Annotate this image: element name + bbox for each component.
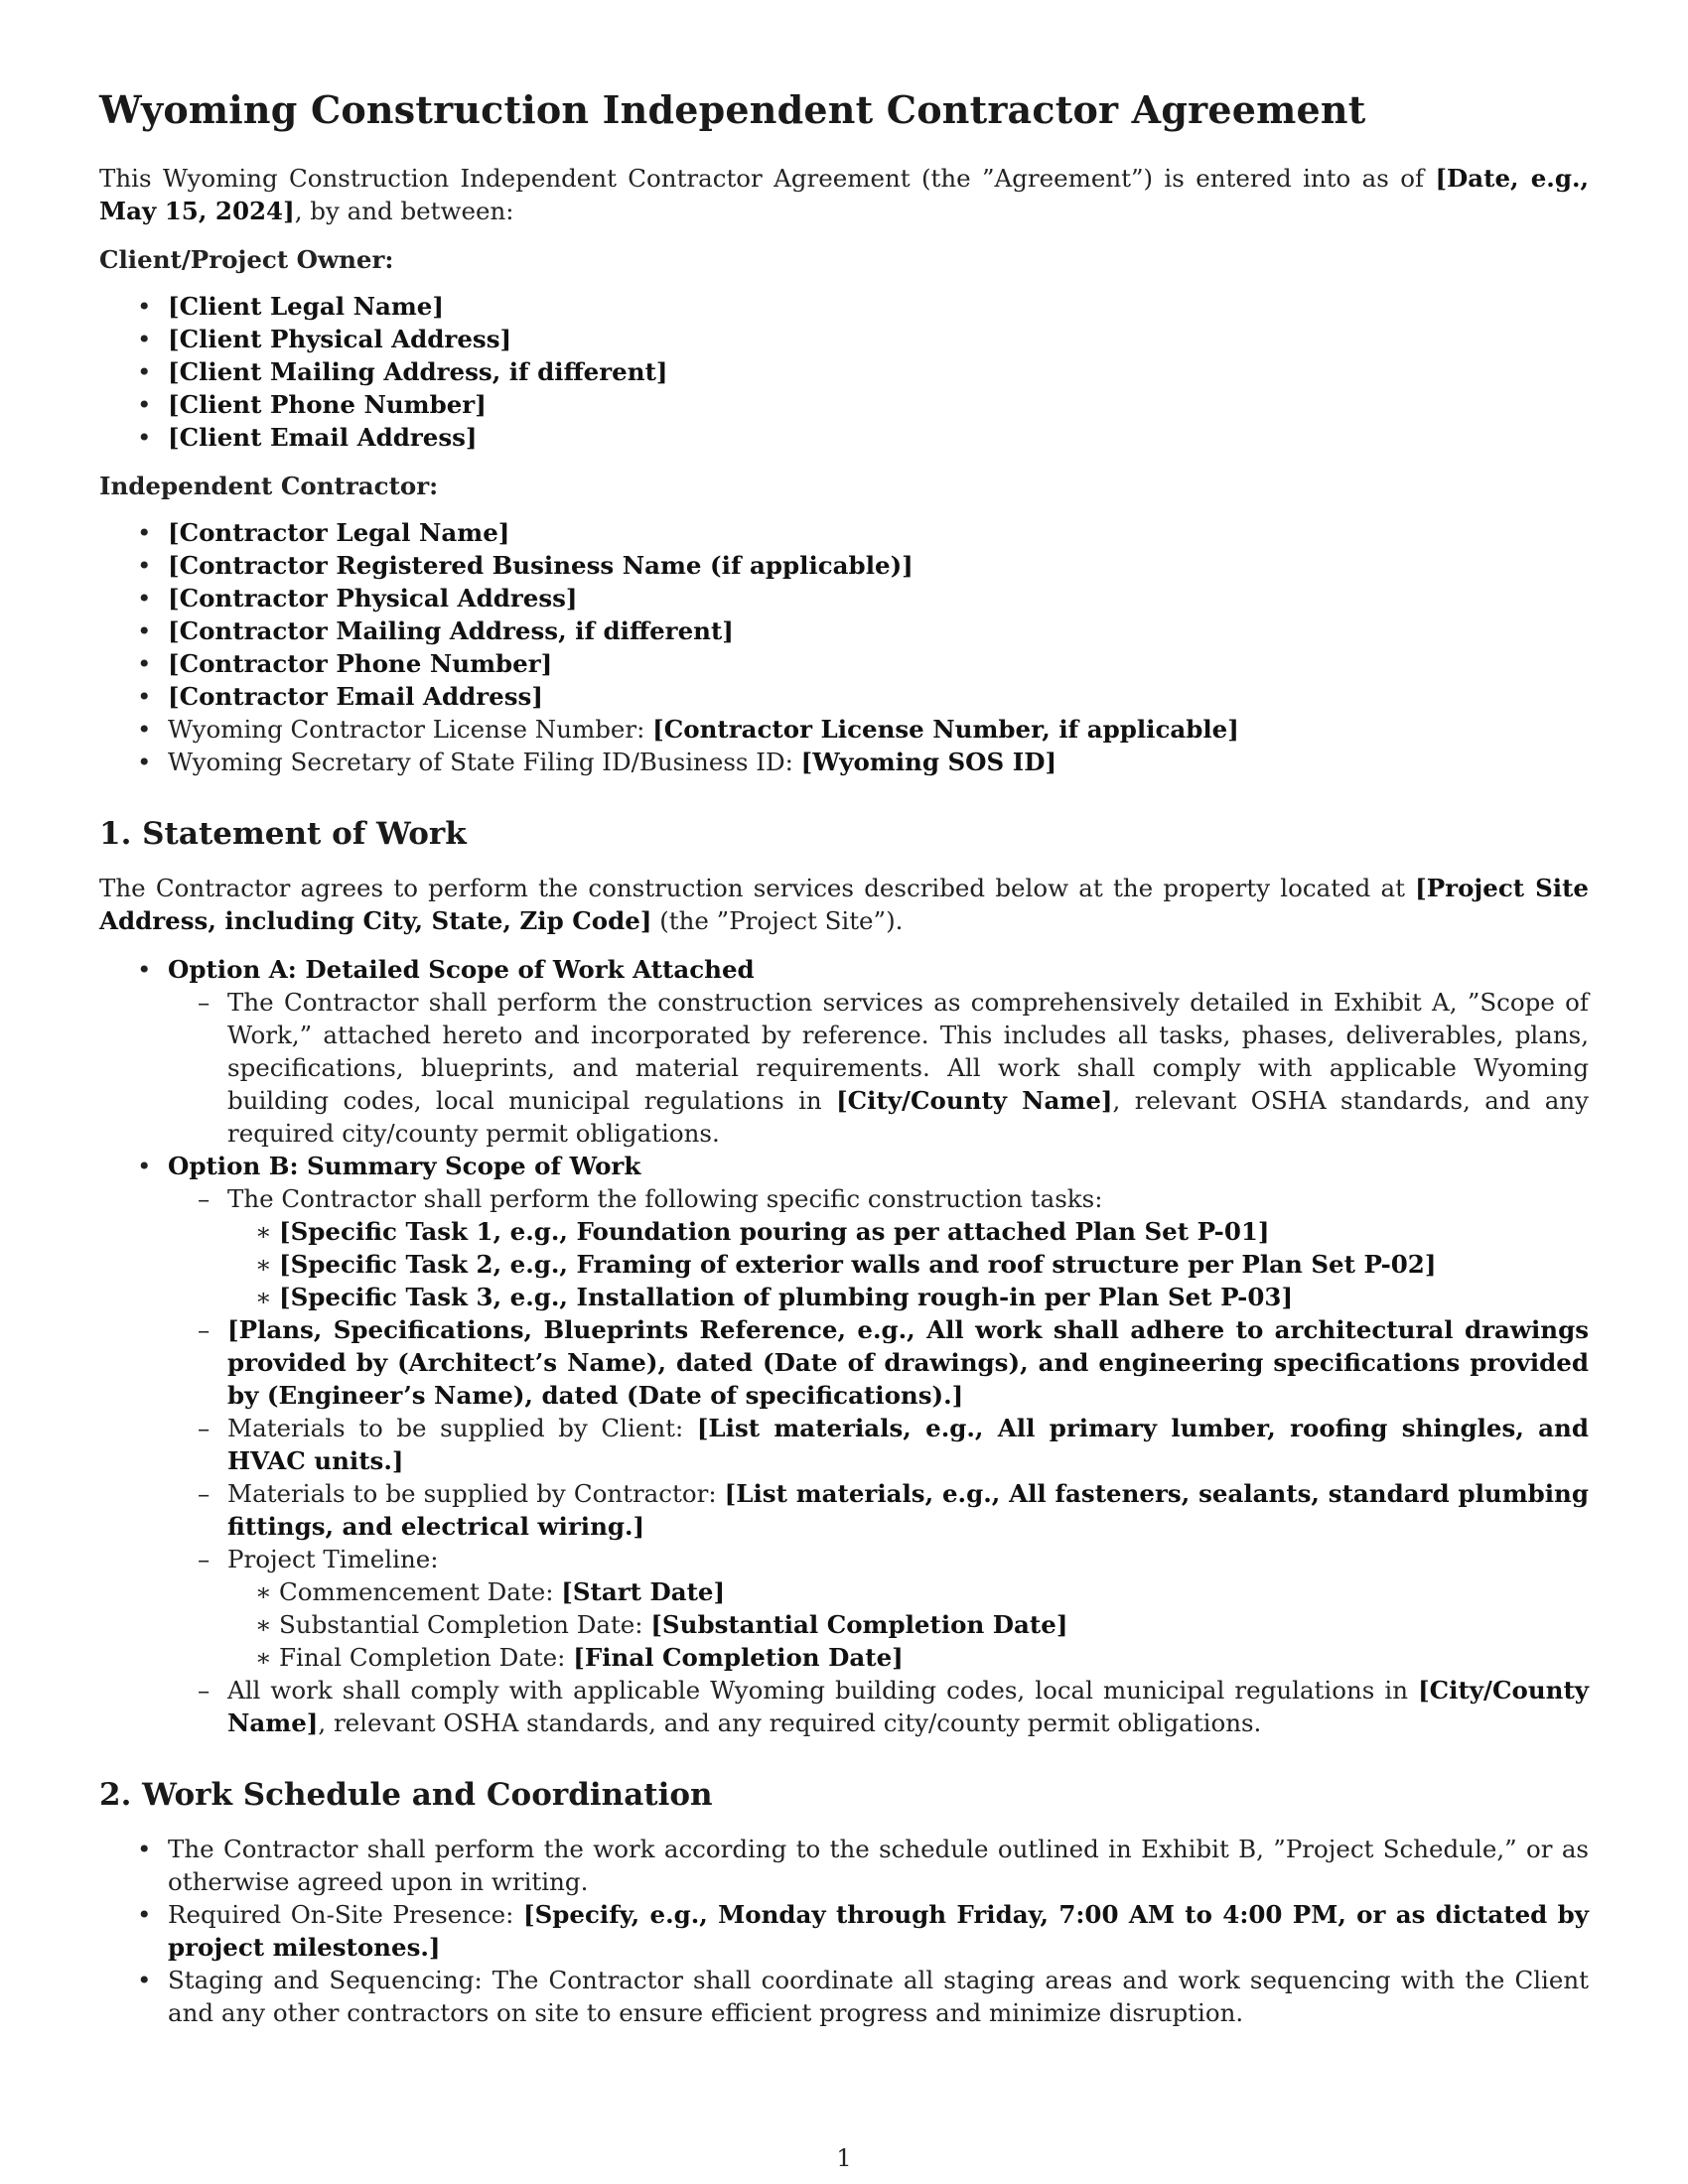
scope-options [99,953,1589,1739]
list-item: • Wyoming Secretary of State Filing ID/Business ID: [Wyoming SOS ID] [99,746,1589,778]
section-1-heading: 1. Statement of Work [99,816,467,852]
list-item: • [Contractor Email Address] [99,680,1589,713]
list-item: • [Contractor Mailing Address, if different] [99,614,1589,647]
contractor-list [99,516,1589,778]
list-item: • Required On-Site Presence: [Specify, e.g., Monday through Friday, 7:00 AM to 4:00 PM, or as dictated by project milestones.] [99,1898,1589,1964]
list-item: ∗ Substantial Completion Date: [Substantial Completion Date] [227,1608,1589,1641]
list-item: ∗ [Specific Task 3, e.g., Installation of plumbing rough-in per Plan Set P-03] [227,1281,1589,1313]
page-number: 1 [836,2144,852,2172]
intro-paragraph: This Wyoming Construction Independent Contractor Agreement (the ”Agreement”) is entered into as of [Date, e.g., May 15, 2024], by and between: [99,164,1590,225]
list-item: – The Contractor shall perform the construction services as comprehensively detailed in Exhibit A, ”Scope of Work,” attached hereto and incorporated by reference. This includes all tasks, phases, deliverables, plans, specifications, blueprints, and material requirements. All work shall comply with applicable Wyoming building codes, local municipal regulations in [City/County Name], relevant OSHA standards, and any required city/county permit obligations. [168,986,1589,1150]
list-item: • [Client Legal Name] [99,290,1589,323]
date-placeholder: [Date, e.g., May 15, 2024] [99,164,1590,225]
list-item: – Materials to be supplied by Contractor: [List materials, e.g., All fasteners, sealants, standard plumbing fittings, and electrical wiring.] [168,1477,1589,1543]
list-item: – All work shall comply with applicable Wyoming building codes, local municipal regulations in [City/County Name], relevant OSHA standards, and any required city/county permit obligations. [168,1674,1589,1739]
list-item: • Staging and Sequencing: The Contractor shall coordinate all staging areas and work sequencing with the Client and any other contractors on site to ensure efficient progress and minimize disruption. [99,1964,1589,2029]
list-item: ∗ [Specific Task 1, e.g., Foundation pouring as per attached Plan Set P-01] [227,1215,1589,1248]
option-a: • Option A: Detailed Scope of Work Attached – The Contractor shall perform the construction services as comprehensively detailed in Exhibit A, ”Scope of Work,” attached hereto and incorporated by reference. This includes all tasks, phases, deliverables, plans, specifications, blueprints, and material requirements. All work shall comply with applicable Wyoming building codes, local municipal regulations in [City/County Name], relevant OSHA standards, and any required city/county permit obligations. [99,953,1589,1150]
client-label: Client/Project Owner: [99,245,394,274]
list-item: – The Contractor shall perform the following specific construction tasks: ∗ [Specific Task 1, e.g., Foundation pouring as per attached Plan Set P-01] ∗ [Specific Task 2, e.g., Framing of exterior walls and roof structure per Plan Set P-02] ∗ [Specific Task 3, e.g., Installation of plumbing rough-in per Plan Set P-03] [168,1182,1589,1313]
list-item: • The Contractor shall perform the work according to the schedule outlined in Exhibit B, ”Project Schedule,” or as otherwise agreed upon in writing. [99,1833,1589,1898]
list-item: • [Client Physical Address] [99,323,1589,355]
option-b: • Option B: Summary Scope of Work – The Contractor shall perform the following specific construction tasks: ∗ [Specific Task 1, e.g., Foundation pouring as per attached Plan Set P-01] ∗ [Specific Task 2, e.g., Framing of exterior walls and roof structure per Plan Set P-02] ∗ [Specific Task 3, e.g., Installation of plumbing rough-in per Plan Set P-03] – [Plans, Specifications, Blueprints Reference, e.g., All work shall adhere to architectural drawings provided by (Architect’s Name), dated (Date of drawings), and engineering specifications provided by (Engineer’s Name), dated (Date of specifications).] – Materials to be supplied by Client: [List materials, e.g., All primary lumber, roofing shingles, and HVAC units.] – Materials to be supplied by Contractor: [List materials, e.g., All fasteners, sealants, standard plumbing fittings, and electrical wiring.] – Project Timeline: ∗ Commencement Date: [Start Date] ∗ Substantial Completion Date: [Substantial Completion Date] ∗ Final Completion Date: [Final Completion Date] – All work shall comply with applicable Wyoming building codes, local municipal regulations in [City/County Name], relevant OSHA standards, and any required city/county permit obligations. [99,1150,1589,1739]
section-2-heading: 2. Work Schedule and Coordination [99,1777,713,1813]
schedule-list [99,1833,1589,2029]
document-page [99,87,1589,2045]
list-item: – Project Timeline: ∗ Commencement Date: [Start Date] ∗ Substantial Completion Date: [Substantial Completion Date] ∗ Final Completion Date: [Final Completion Date] [168,1543,1589,1674]
document-title: Wyoming Construction Independent Contractor Agreement [99,87,1366,132]
list-item: ∗ Commencement Date: [Start Date] [227,1575,1589,1608]
list-item: • [Client Phone Number] [99,388,1589,421]
list-item: • [Contractor Physical Address] [99,582,1589,614]
list-item: • [Client Email Address] [99,421,1589,454]
list-item: ∗ Final Completion Date: [Final Completion Date] [227,1641,1589,1674]
list-item: ∗ [Specific Task 2, e.g., Framing of exterior walls and roof structure per Plan Set P-02] [227,1248,1589,1281]
list-item: • [Contractor Registered Business Name (if applicable)] [99,549,1589,582]
list-item: • [Contractor Legal Name] [99,516,1589,549]
contractor-label: Independent Contractor: [99,472,439,500]
list-item: • [Client Mailing Address, if different] [99,355,1589,388]
list-item: – [Plans, Specifications, Blueprints Reference, e.g., All work shall adhere to architectural drawings provided by (Architect’s Name), dated (Date of drawings), and engineering specifications provided by (Engineer’s Name), dated (Date of specifications).] [168,1313,1589,1412]
list-item: • Wyoming Contractor License Number: [Contractor License Number, if applicable] [99,713,1589,746]
list-item: – Materials to be supplied by Client: [List materials, e.g., All primary lumber, roofing shingles, and HVAC units.] [168,1412,1589,1477]
client-list [99,290,1589,454]
section-1-intro: The Contractor agrees to perform the construction services described below at the property located at [Project Site Address, including City, State, Zip Code] (the ”Project Site”). [99,874,1589,935]
list-item: • [Contractor Phone Number] [99,647,1589,680]
